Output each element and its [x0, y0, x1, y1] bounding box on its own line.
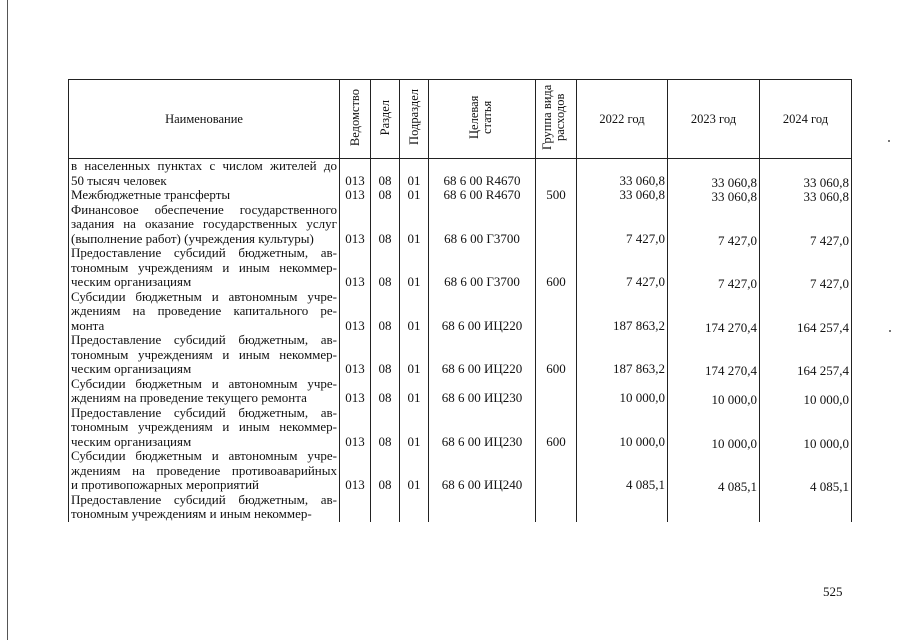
cell-razdel: [371, 246, 400, 261]
cell-target: 68 6 00 ИЦ240: [429, 478, 536, 493]
cell-group: [536, 174, 577, 189]
cell-ved: 013: [340, 275, 371, 290]
cell-y2024: [760, 219, 852, 234]
cell-group: 600: [536, 275, 577, 290]
row-name-line: тономным учреждениям и иным некоммер-: [69, 348, 340, 363]
cell-target: [429, 203, 536, 218]
cell-y2024: 4 085,1: [760, 480, 852, 495]
table-row: [69, 203, 852, 218]
cell-y2022: [577, 290, 668, 305]
cell-podrazdel: [400, 348, 429, 363]
cell-y2022: [577, 420, 668, 435]
cell-ved: [340, 348, 371, 363]
row-name-line: в населенных пунктах с числом жителей до: [69, 159, 340, 174]
cell-razdel: [371, 493, 400, 508]
cell-podrazdel: 01: [400, 232, 429, 247]
cell-razdel: [371, 203, 400, 218]
row-name-line: Финансовое обеспечение государственного: [69, 203, 340, 218]
cell-target: [429, 449, 536, 464]
cell-razdel: [371, 420, 400, 435]
cell-y2023: [668, 205, 760, 220]
cell-group: 600: [536, 362, 577, 377]
cell-y2023: [668, 161, 760, 176]
cell-y2023: 7 427,0: [668, 234, 760, 249]
cell-target: [429, 261, 536, 276]
cell-razdel: 08: [371, 232, 400, 247]
cell-y2024: 7 427,0: [760, 277, 852, 292]
cell-y2022: [577, 406, 668, 421]
table-header-row: [69, 80, 852, 159]
cell-razdel: [371, 377, 400, 392]
table-row: [69, 232, 852, 247]
cell-y2022: [577, 464, 668, 479]
cell-group: [536, 420, 577, 435]
cell-target: [429, 246, 536, 261]
cell-target: 68 6 00 ИЦ230: [429, 435, 536, 450]
cell-group: [536, 203, 577, 218]
cell-group: 600: [536, 435, 577, 450]
table-row: [69, 188, 852, 203]
cell-target: [429, 406, 536, 421]
cell-y2024: 164 257,4: [760, 364, 852, 379]
cell-ved: [340, 203, 371, 218]
table-row: [69, 319, 852, 334]
cell-y2023: 174 270,4: [668, 321, 760, 336]
cell-razdel: 08: [371, 188, 400, 203]
cell-y2024: [760, 451, 852, 466]
cell-y2024: [760, 205, 852, 220]
row-name-line: задания на оказание государственных услуг: [69, 217, 340, 232]
cell-target: [429, 348, 536, 363]
cell-y2022: [577, 333, 668, 348]
table-row: [69, 174, 852, 189]
row-name-line: Предоставление субсидий бюджетным, ав-: [69, 406, 340, 421]
table-row: [69, 246, 852, 261]
table-row: [69, 304, 852, 319]
header-name: Наименование: [69, 80, 340, 159]
cell-group: [536, 290, 577, 305]
cell-ved: [340, 406, 371, 421]
cell-group: [536, 261, 577, 276]
cell-ved: [340, 246, 371, 261]
cell-group: [536, 493, 577, 508]
cell-razdel: 08: [371, 362, 400, 377]
cell-target: 68 6 00 R4670: [429, 174, 536, 189]
cell-y2022: [577, 493, 668, 508]
cell-ved: 013: [340, 362, 371, 377]
cell-razdel: [371, 290, 400, 305]
cell-y2022: [577, 217, 668, 232]
cell-razdel: 08: [371, 478, 400, 493]
cell-group: 500: [536, 188, 577, 203]
cell-group: [536, 391, 577, 406]
cell-podrazdel: 01: [400, 391, 429, 406]
cell-y2023: [668, 422, 760, 437]
row-name-line: Субсидии бюджетным и автономным учре-: [69, 290, 340, 305]
cell-y2022: [577, 348, 668, 363]
cell-podrazdel: [400, 449, 429, 464]
cell-y2024: [760, 509, 852, 524]
cell-y2022: 33 060,8: [577, 174, 668, 189]
cell-y2023: [668, 248, 760, 263]
cell-target: [429, 159, 536, 174]
table-row: [69, 420, 852, 435]
cell-ved: 013: [340, 478, 371, 493]
cell-podrazdel: [400, 261, 429, 276]
table-row: [69, 348, 852, 363]
cell-y2023: 10 000,0: [668, 437, 760, 452]
cell-target: 68 6 00 ИЦ220: [429, 319, 536, 334]
cell-target: 68 6 00 Г3700: [429, 232, 536, 247]
cell-target: [429, 217, 536, 232]
cell-razdel: [371, 217, 400, 232]
cell-group: [536, 304, 577, 319]
cell-y2024: [760, 350, 852, 365]
cell-y2023: [668, 335, 760, 350]
cell-y2024: [760, 422, 852, 437]
cell-podrazdel: 01: [400, 319, 429, 334]
cell-ved: [340, 377, 371, 392]
cell-ved: 013: [340, 188, 371, 203]
cell-target: 68 6 00 Г3700: [429, 275, 536, 290]
cell-group: [536, 478, 577, 493]
cell-target: [429, 304, 536, 319]
cell-y2022: [577, 261, 668, 276]
header-podrazdel: Подраздел: [400, 80, 429, 159]
table-row: [69, 493, 852, 508]
cell-ved: [340, 420, 371, 435]
cell-group: [536, 449, 577, 464]
row-name-line: ждениям на проведение текущего ремонта: [69, 391, 340, 406]
row-name-line: и противопожарных мероприятий: [69, 478, 340, 493]
row-name-line: Предоставление субсидий бюджетным, ав-: [69, 246, 340, 261]
cell-ved: [340, 261, 371, 276]
table-row: [69, 464, 852, 479]
table-row: [69, 435, 852, 450]
table-row: [69, 478, 852, 493]
cell-ved: [340, 464, 371, 479]
scan-speck: [889, 330, 891, 332]
cell-ved: 013: [340, 174, 371, 189]
cell-y2022: [577, 449, 668, 464]
cell-ved: [340, 493, 371, 508]
row-name-line: ческим организациям: [69, 435, 340, 450]
header-2022: 2022 год: [577, 80, 668, 159]
cell-target: [429, 290, 536, 305]
cell-group: [536, 246, 577, 261]
cell-y2024: [760, 379, 852, 394]
table-row: [69, 159, 852, 174]
cell-group: [536, 507, 577, 522]
cell-razdel: 08: [371, 435, 400, 450]
cell-ved: 013: [340, 391, 371, 406]
table-row: [69, 391, 852, 406]
cell-podrazdel: [400, 377, 429, 392]
row-name-line: Предоставление субсидий бюджетным, ав-: [69, 333, 340, 348]
row-name-line: тономным учреждениям и иным некоммер-: [69, 261, 340, 276]
cell-target: [429, 464, 536, 479]
header-razdel: Раздел: [371, 80, 400, 159]
cell-target: 68 6 00 ИЦ230: [429, 391, 536, 406]
cell-y2024: 10 000,0: [760, 437, 852, 452]
cell-podrazdel: [400, 464, 429, 479]
cell-y2023: [668, 466, 760, 481]
cell-y2022: 187 863,2: [577, 362, 668, 377]
cell-y2023: [668, 451, 760, 466]
cell-y2022: [577, 304, 668, 319]
cell-y2024: 33 060,8: [760, 190, 852, 205]
cell-razdel: [371, 348, 400, 363]
cell-podrazdel: [400, 159, 429, 174]
cell-podrazdel: [400, 246, 429, 261]
cell-group: [536, 464, 577, 479]
cell-y2022: [577, 159, 668, 174]
row-name-line: ческим организациям: [69, 362, 340, 377]
row-name-line: ждениям на проведение противоаварийных: [69, 464, 340, 479]
cell-podrazdel: [400, 290, 429, 305]
cell-y2023: 33 060,8: [668, 190, 760, 205]
cell-podrazdel: [400, 493, 429, 508]
cell-y2024: 164 257,4: [760, 321, 852, 336]
cell-podrazdel: 01: [400, 174, 429, 189]
table-row: [69, 261, 852, 276]
cell-razdel: [371, 261, 400, 276]
cell-y2022: 187 863,2: [577, 319, 668, 334]
scan-speck: [888, 140, 890, 142]
table-row: [69, 275, 852, 290]
cell-group: [536, 377, 577, 392]
cell-y2023: 4 085,1: [668, 480, 760, 495]
cell-razdel: 08: [371, 275, 400, 290]
cell-group: [536, 232, 577, 247]
cell-y2024: [760, 408, 852, 423]
cell-y2023: 33 060,8: [668, 176, 760, 191]
cell-razdel: [371, 304, 400, 319]
cell-y2024: [760, 495, 852, 510]
cell-y2023: 174 270,4: [668, 364, 760, 379]
table-row: [69, 362, 852, 377]
cell-group: [536, 348, 577, 363]
cell-podrazdel: [400, 420, 429, 435]
cell-target: 68 6 00 ИЦ220: [429, 362, 536, 377]
cell-y2022: 33 060,8: [577, 188, 668, 203]
cell-y2022: 7 427,0: [577, 232, 668, 247]
cell-ved: [340, 507, 371, 522]
cell-podrazdel: [400, 203, 429, 218]
cell-group: [536, 319, 577, 334]
page-number: 525: [823, 584, 843, 599]
cell-y2022: 10 000,0: [577, 435, 668, 450]
cell-y2024: [760, 161, 852, 176]
cell-y2024: [760, 248, 852, 263]
cell-y2022: [577, 203, 668, 218]
cell-ved: [340, 290, 371, 305]
cell-target: [429, 507, 536, 522]
row-name-line: Субсидии бюджетным и автономным учре-: [69, 377, 340, 392]
cell-ved: [340, 159, 371, 174]
header-target: Целевая статья: [429, 80, 536, 159]
cell-razdel: 08: [371, 319, 400, 334]
cell-podrazdel: [400, 304, 429, 319]
cell-y2023: 10 000,0: [668, 393, 760, 408]
cell-ved: [340, 304, 371, 319]
cell-y2024: 7 427,0: [760, 234, 852, 249]
cell-y2024: [760, 263, 852, 278]
cell-y2023: [668, 292, 760, 307]
cell-podrazdel: [400, 406, 429, 421]
cell-ved: [340, 217, 371, 232]
cell-razdel: [371, 449, 400, 464]
row-name-line: монта: [69, 319, 340, 334]
cell-podrazdel: [400, 217, 429, 232]
cell-y2022: 10 000,0: [577, 391, 668, 406]
row-name-line: Субсидии бюджетным и автономным учре-: [69, 449, 340, 464]
cell-podrazdel: [400, 507, 429, 522]
cell-y2023: [668, 495, 760, 510]
cell-target: 68 6 00 R4670: [429, 188, 536, 203]
cell-group: [536, 333, 577, 348]
cell-target: [429, 420, 536, 435]
cell-ved: 013: [340, 319, 371, 334]
cell-ved: 013: [340, 232, 371, 247]
budget-table: [68, 79, 852, 522]
cell-target: [429, 493, 536, 508]
cell-y2022: 4 085,1: [577, 478, 668, 493]
cell-group: [536, 159, 577, 174]
row-name-line: ждениям на проведение капитального ре-: [69, 304, 340, 319]
cell-y2023: [668, 509, 760, 524]
cell-y2023: [668, 379, 760, 394]
cell-razdel: [371, 507, 400, 522]
row-name-line: 50 тысяч человек: [69, 174, 340, 189]
cell-razdel: [371, 464, 400, 479]
cell-razdel: 08: [371, 174, 400, 189]
cell-y2023: [668, 263, 760, 278]
cell-podrazdel: 01: [400, 362, 429, 377]
cell-y2024: 33 060,8: [760, 176, 852, 191]
row-name-line: (выполнение работ) (учреждения культуры): [69, 232, 340, 247]
cell-target: [429, 377, 536, 392]
cell-group: [536, 217, 577, 232]
row-name-line: тономным учреждениям и иным некоммер-: [69, 420, 340, 435]
cell-y2023: [668, 408, 760, 423]
cell-podrazdel: 01: [400, 478, 429, 493]
header-2023: 2023 год: [668, 80, 760, 159]
row-name-line: Предоставление субсидий бюджетным, ав-: [69, 493, 340, 508]
cell-razdel: [371, 406, 400, 421]
cell-podrazdel: [400, 333, 429, 348]
cell-podrazdel: 01: [400, 275, 429, 290]
row-name-line: тономным учреждениям и иным некоммер-: [69, 507, 340, 522]
cell-y2023: [668, 219, 760, 234]
cell-y2023: 7 427,0: [668, 277, 760, 292]
header-ved: Ведомство: [340, 80, 371, 159]
cell-target: [429, 333, 536, 348]
cell-y2022: [577, 377, 668, 392]
cell-y2024: 10 000,0: [760, 393, 852, 408]
cell-razdel: [371, 159, 400, 174]
cell-razdel: [371, 333, 400, 348]
cell-y2023: [668, 350, 760, 365]
table-row: [69, 290, 852, 305]
cell-group: [536, 406, 577, 421]
table-row: [69, 377, 852, 392]
table-row: [69, 333, 852, 348]
cell-y2024: [760, 306, 852, 321]
cell-y2023: [668, 306, 760, 321]
cell-ved: 013: [340, 435, 371, 450]
cell-y2022: [577, 507, 668, 522]
cell-ved: [340, 449, 371, 464]
cell-razdel: 08: [371, 391, 400, 406]
cell-y2022: [577, 246, 668, 261]
scan-edge-line: [7, 0, 8, 640]
header-2024: 2024 год: [760, 80, 852, 159]
table-row: [69, 217, 852, 232]
cell-y2024: [760, 292, 852, 307]
cell-y2024: [760, 335, 852, 350]
cell-podrazdel: 01: [400, 435, 429, 450]
header-group: Группа вида расходов: [536, 80, 577, 159]
table-row: [69, 507, 852, 522]
cell-y2024: [760, 466, 852, 481]
table-row: [69, 406, 852, 421]
cell-podrazdel: 01: [400, 188, 429, 203]
row-name-line: Межбюджетные трансферты: [69, 188, 340, 203]
table-row: [69, 449, 852, 464]
row-name-line: ческим организациям: [69, 275, 340, 290]
cell-ved: [340, 333, 371, 348]
cell-y2022: 7 427,0: [577, 275, 668, 290]
